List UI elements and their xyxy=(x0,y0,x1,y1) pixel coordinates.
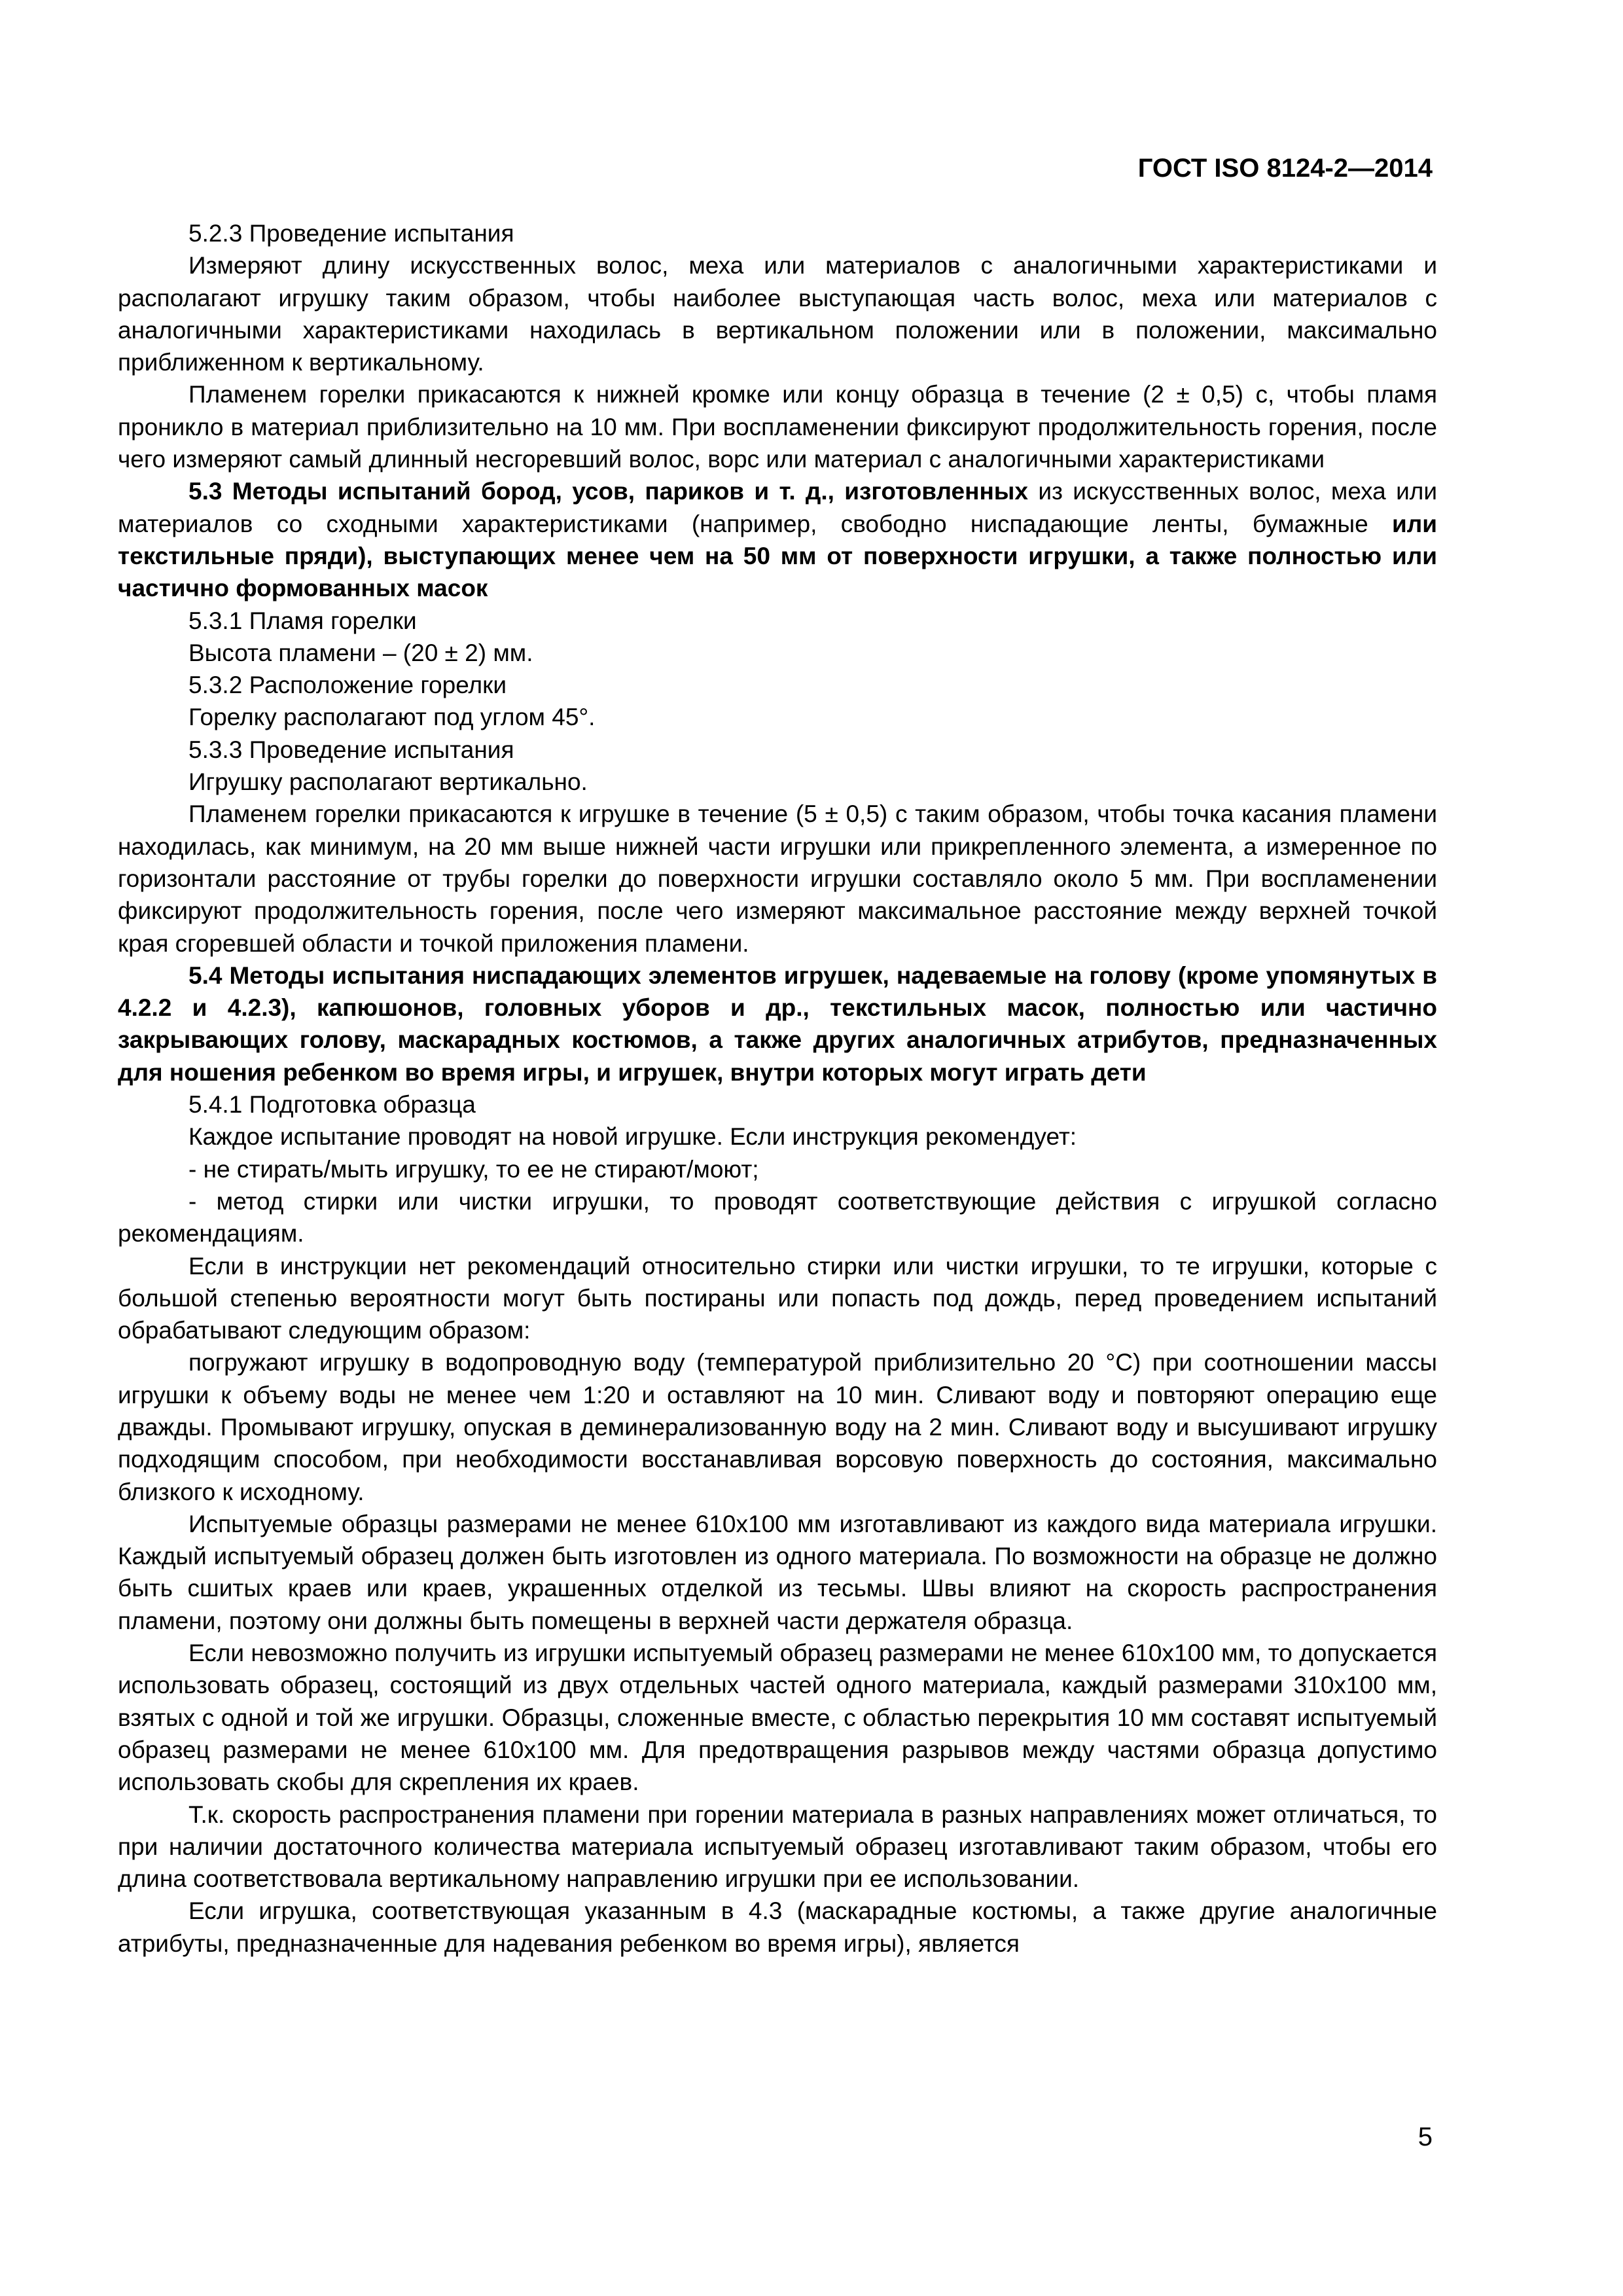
paragraph: Пламенем горелки прикасаются к игрушке в течение (5 ± 0,5) с таким образом, чтобы точка касания пламени находилась, как минимум, на 20 мм выше нижней части игрушки или прикрепленного элемента, а измеренное по горизонтали расстояние от трубы горелки до поверхности игрушки составляло около 5 мм. При воспламенении фиксируют продолжительность горения, после чего измеряют максимальное расстояние между верхней точкой края сгоревшей области и точкой приложения пламени. xyxy=(118,800,1437,957)
paragraph: Если в инструкции нет рекомендаций относительно стирки или чистки игрушки, то те игрушки, которые с большой степенью вероятности могут быть постираны или попасть под дождь, перед проведением испытаний обрабатывают следующим образом: xyxy=(118,1252,1437,1344)
regular-text: из искусственных волос, меха или материалов со сходными характеристиками (например, свободно ниспадающие ленты, бумажные xyxy=(118,478,1437,537)
section-heading-5-2-3: 5.2.3 Проведение испытания xyxy=(188,220,514,247)
paragraph: Измеряют длину искусственных волос, меха или материалов с аналогичными характеристиками и располагают игрушку таким образом, чтобы наиболее выступающая часть волос, меха или материалов с аналогичными характеристиками находилась в вертикальном положении или в положении, максимально приближенном к вертикальному. xyxy=(118,252,1437,376)
section-heading-5-3-2: 5.3.2 Расположение горелки xyxy=(188,672,507,699)
paragraph: Т.к. скорость распространения пламени при горении материала в разных направлениях может отличаться, то при наличии достаточного количества материала испытуемый образец изготавливают таким образом, чтобы его длина соответствовала вертикальному направлению игрушки при ее использовании. xyxy=(118,1801,1437,1893)
bold-text: или текстильные пряди), выступающих менее чем на 50 мм от поверхности игрушки, а также полностью или частично формованных масок xyxy=(118,510,1437,602)
section-heading-5-4-1: 5.4.1 Подготовка образца xyxy=(188,1091,476,1119)
paragraph: Высота пламени – (20 ± 2) мм. xyxy=(188,639,533,666)
paragraph: Если невозможно получить из игрушки испытуемый образец размерами не менее 610х100 мм, то допускается использовать образец, состоящий из двух отдельных частей одного материала, каждый размерами 310х100 мм, взятых с одной и той же игрушки. Образцы, сложенные вместе, с областью перекрытия 10 мм составят испытуемый образец размерами не менее 610х100 мм. Для предотвращения разрывов между частями образца допустимо использовать скобы для скрепления их краев. xyxy=(118,1640,1437,1796)
section-heading-5-3-1: 5.3.1 Пламя горелки xyxy=(188,607,417,634)
paragraph: погружают игрушку в водопроводную воду (температурой приблизительно 20 °С) при соотношении массы игрушки к объему воды не менее чем 1:20 и оставляют на 10 мин. Сливают воду и повторяют операцию еще дважды. Промывают игрушку, опуская в деминерализованную воду на 2 мин. Сливают воду и высушивают игрушку подходящим способом, при необходимости восстанавливая ворсовую поверхность до состояния, максимально близкого к исходному. xyxy=(118,1349,1437,1505)
paragraph: Испытуемые образцы размерами не менее 610х100 мм изготавливают из каждого вида материала игрушки. Каждый испытуемый образец должен быть изготовлен из одного материала. По возможности на образце не должно быть сшитых краев или краев, украшенных отделкой из тесьмы. Швы влияют на скорость распространения пламени, поэтому они должны быть помещены в верхней части держателя образца. xyxy=(118,1510,1437,1634)
paragraph: Пламенем горелки прикасаются к нижней кромке или концу образца в течение (2 ± 0,5) с, чтобы пламя проникло в материал приблизительно на 10 мм. При воспламенении фиксируют продолжительность горения, после чего измеряют самый длинный несгоревший волос, ворс или материал с аналогичными характеристиками xyxy=(118,381,1437,473)
list-item: - не стирать/мыть игрушку, то ее не стирают/моют; xyxy=(188,1155,759,1183)
bold-text: 5.3 Методы испытаний бород, усов, париков и т. д., изготовленных xyxy=(188,478,1028,505)
paragraph: Каждое испытание проводят на новой игрушке. Если инструкция рекомендует: xyxy=(188,1123,1077,1151)
section-heading-5-3 xyxy=(118,475,1437,604)
page-number: 5 xyxy=(1418,2123,1433,2151)
document-code-header: ГОСТ ISO 8124-2—2014 xyxy=(1137,154,1433,183)
document-body xyxy=(118,217,1437,1960)
section-heading-5-3-3: 5.3.3 Проведение испытания xyxy=(188,736,514,763)
paragraph: Горелку располагают под углом 45°. xyxy=(188,704,596,731)
section-heading-5-4: 5.4 Методы испытания ниспадающих элементов игрушек, надеваемые на голову (кроме упомянутых в 4.2.2 и 4.2.3), капюшонов, головных уборов и др., текстильных масок, полностью или частично закрывающих голову, маскарадных костюмов, а также других аналогичных атрибутов, предназначенных для ношения ребенком во время игры, и игрушек, внутри которых могут играть дети xyxy=(118,961,1437,1086)
paragraph: Если игрушка, соответствующая указанным в 4.3 (маскарадные костюмы, а также другие аналогичные атрибуты, предназначенные для надевания ребенком во время игры), является xyxy=(118,1897,1437,1957)
list-item: - метод стирки или чистки игрушки, то проводят соответствующие действия с игрушкой согласно рекомендациям. xyxy=(118,1187,1437,1247)
paragraph: Игрушку располагают вертикально. xyxy=(188,768,588,796)
